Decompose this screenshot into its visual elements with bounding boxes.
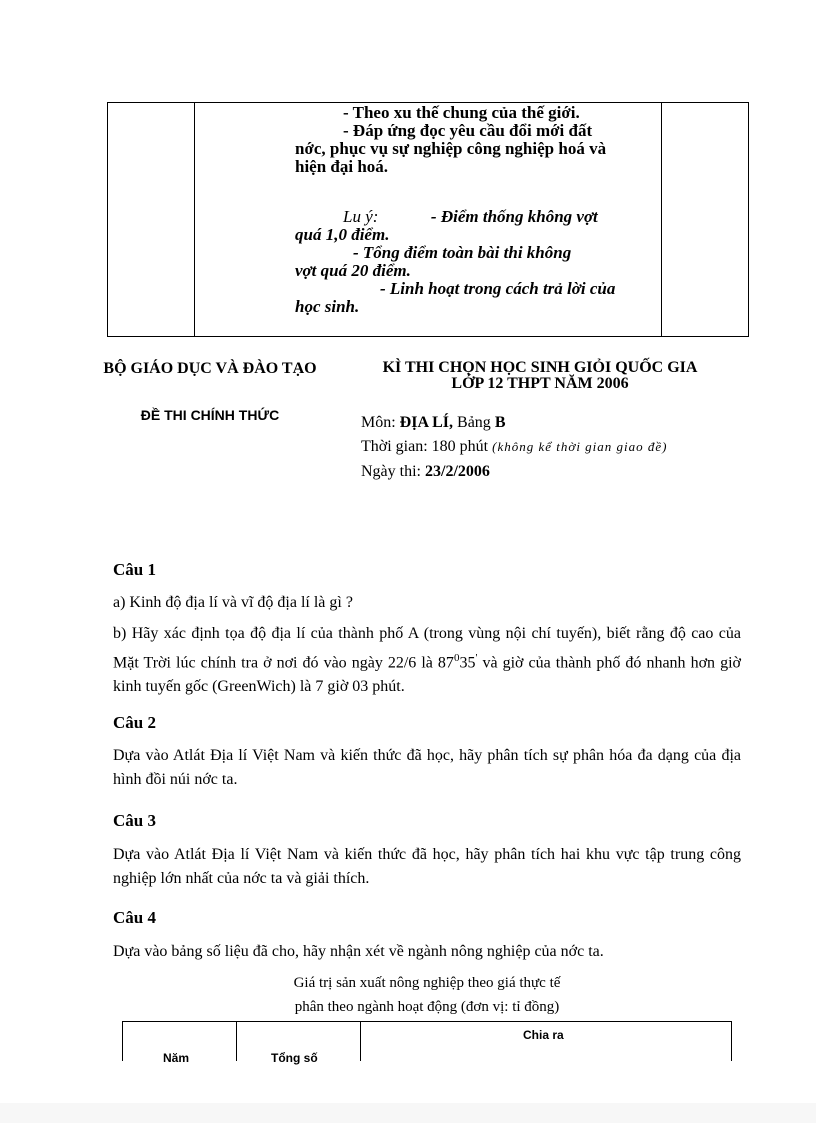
date-label: Ngày thi:: [361, 463, 421, 480]
question-3-title: Câu 3: [113, 811, 156, 830]
time-value: 180 phút: [431, 438, 489, 455]
time-label: Thời gian:: [361, 438, 428, 455]
grading-line: hiện đại hoá.: [295, 157, 389, 176]
question-2-title: Câu 2: [113, 713, 156, 732]
degree-sup: 0: [453, 652, 460, 664]
question-3-text: Dựa vào Atlát Địa lí Việt Nam và kiến thức đã học, hãy phân tích hai khu vực tập trung công nghiệp lớn nhất của nớc ta và giải thích.: [113, 846, 741, 887]
note-text: - Điểm thống không vợt: [430, 207, 598, 226]
question-1b: [113, 622, 741, 699]
minutes-value: 35: [459, 654, 476, 672]
grading-note: [295, 208, 655, 316]
subject-board: B: [494, 414, 506, 431]
question-1b-text: và giờ của thành phố đó nhanh hơn giờ kinh tuyến gốc (GreenWich) là 7 giờ 03 phút.: [113, 654, 741, 696]
table-caption: phân theo ngành hoạt động (đơn vị: tỉ đồng): [294, 999, 560, 1015]
question-4-text: Dựa vào bảng số liệu đã cho, hãy nhận xét về ngành nông nghiệp của nớc ta.: [113, 943, 604, 960]
column-header: Tổng số: [271, 1051, 318, 1065]
grading-content: [295, 104, 655, 176]
subject-line: [361, 414, 505, 432]
exam-title-line: LỚP 12 THPT NĂM 2006: [451, 375, 629, 392]
note-label: Lu ý:: [343, 207, 379, 226]
grading-line: - Theo xu thế chung của thế giới.: [343, 103, 580, 122]
minute-mark: ': [475, 652, 478, 664]
table-divider: [360, 1022, 361, 1061]
note-text: - Linh hoạt trong cách trả lời của: [380, 279, 616, 298]
subject-label: Môn:: [361, 414, 396, 431]
note-text: học sinh.: [295, 297, 360, 316]
note-text: vợt quá 20 điểm.: [295, 261, 411, 280]
table-divider: [194, 103, 195, 336]
column-header: Chia ra: [523, 1028, 564, 1042]
question-1b-text: b) Hãy xác định tọa độ địa lí của thành phố A (trong vùng nội chí tuyến), biết rằng độ cao của Mặt Trời lúc chính tra ở nơi đó vào ngày 22/6 là 87: [113, 625, 741, 672]
column-header: Năm: [163, 1051, 190, 1065]
question-4-title: Câu 4: [113, 908, 156, 927]
question-1-title: Câu 1: [113, 560, 156, 579]
table-caption: Giá trị sản xuất nông nghiệp theo giá thực tế: [293, 975, 561, 991]
table-divider: [236, 1022, 237, 1061]
date-value: 23/2/2006: [425, 463, 490, 480]
subject-value: ĐỊA LÍ,: [399, 414, 454, 431]
exam-title: [350, 360, 730, 392]
grading-line: nớc, phục vụ sự nghiệp công nghiệp hoá và: [295, 139, 607, 158]
time-note: (không kể thời gian giao đề): [492, 439, 668, 454]
ministry-name: BỘ GIÁO DỤC VÀ ĐÀO TẠO: [103, 360, 317, 377]
grading-line: - Đáp ứng đọc yêu cầu đổi mới đất: [343, 121, 593, 140]
date-line: [361, 463, 490, 481]
time-line: [361, 438, 668, 456]
data-table: [122, 1021, 732, 1065]
note-text: - Tổng điểm toàn bài thi không: [353, 243, 572, 262]
table-divider: [661, 103, 662, 336]
subject-board-label: Bảng: [457, 414, 491, 431]
note-text: quá 1,0 điểm.: [295, 225, 390, 244]
question-1a: a) Kinh độ địa lí và vĩ độ địa lí là gì ?: [113, 594, 353, 611]
question-2-text: Dựa vào Atlát Địa lí Việt Nam và kiến thức đã học, hãy phân tích sự phân hóa đa dạng của địa hình đồi núi nớc ta.: [113, 747, 741, 788]
exam-title-line: KÌ THI CHỌN HỌC SINH GIỎI QUỐC GIA: [382, 359, 698, 376]
page-bottom-band: [0, 1103, 816, 1123]
official-exam-label: ĐỀ THI CHÍNH THỨC: [140, 407, 280, 423]
